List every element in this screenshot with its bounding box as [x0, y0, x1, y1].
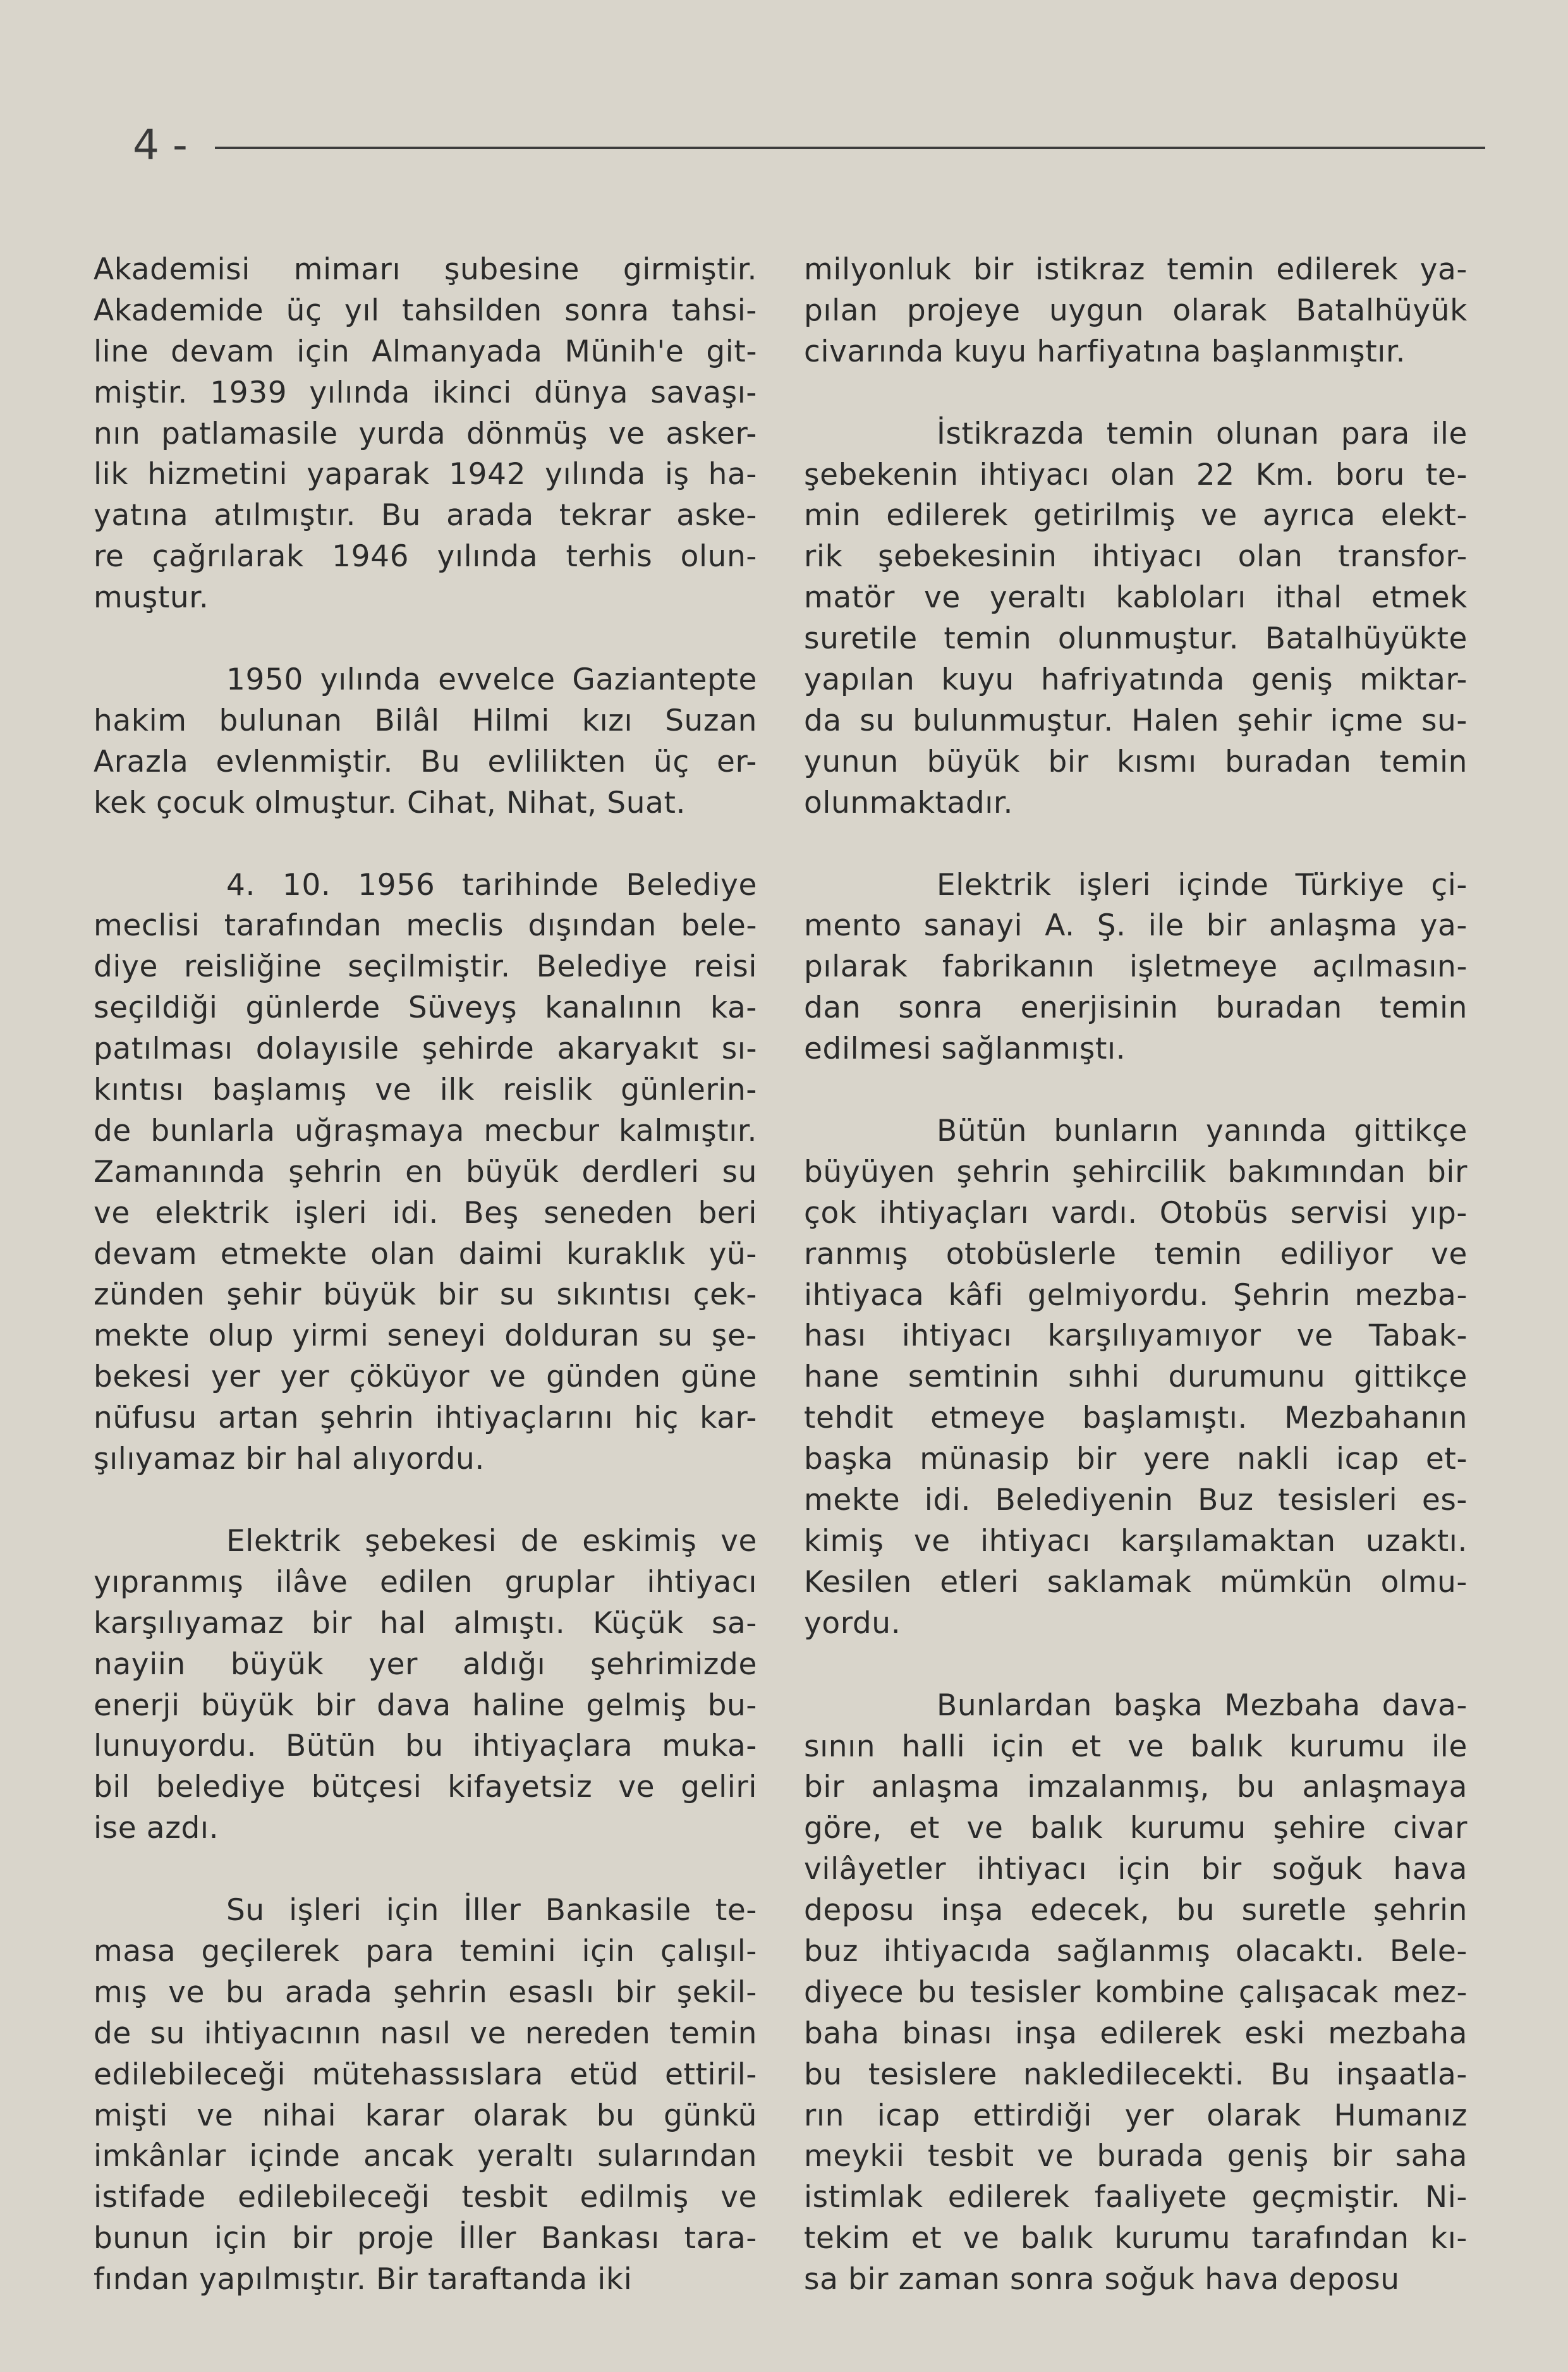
text-line: yapılan kuyu hafriyatında geniş miktar-	[804, 662, 1468, 698]
text-line: Elektrik işleri içinde Türkiye çi-	[937, 867, 1468, 903]
text-line: baha binası inşa edilerek eski mezbaha	[804, 2016, 1468, 2051]
text-line: zünden şehir büyük bir su sıkıntısı çek-	[94, 1277, 757, 1313]
text-line: sa bir zaman sonra soğuk hava deposu	[804, 2262, 1400, 2297]
text-line: yordu.	[804, 1605, 901, 1641]
text-line: lik hizmetini yaparak 1942 yılında iş ha-	[94, 457, 757, 492]
text-line: 1950 yılında evvelce Gaziantepte	[226, 662, 757, 698]
text-line: seçildiği günlerde Süveyş kanalının ka-	[94, 990, 757, 1026]
text-line: diyece bu tesisler kombine çalışacak mez-	[804, 1974, 1468, 2010]
right-column	[804, 250, 1468, 2342]
left-paragraph	[94, 1521, 757, 1849]
text-line: masa geçilerek para temini için çalışıl-	[94, 1933, 757, 1969]
page-header	[88, 120, 1492, 171]
text-line: nüfusu artan şehrin ihtiyaçlarını hiç kar-	[94, 1401, 757, 1436]
text-line: pılan projeye uygun olarak Batalhüyük	[804, 293, 1468, 328]
text-line: bekesi yer yer çöküyor ve günden güne	[94, 1359, 757, 1395]
text-line: line devam için Almanyada Münih'e git-	[94, 334, 757, 369]
text-line: sının halli için et ve balık kurumu ile	[804, 1729, 1468, 1764]
text-line: başka münasip bir yere nakli icap et-	[804, 1442, 1468, 1477]
text-line: patılması dolayısile şehirde akaryakıt sı-	[94, 1031, 757, 1067]
text-line: ve elektrik işleri idi. Beş seneden beri	[94, 1195, 757, 1231]
text-line: muştur.	[94, 580, 209, 616]
right-paragraph	[804, 865, 1468, 1070]
text-line: meykii tesbit ve burada geniş bir saha	[804, 2139, 1468, 2174]
text-line: bu tesislere nakledilecekti. Bu inşaatla-	[804, 2057, 1468, 2092]
text-line: mişti ve nihai karar olarak bu günkü	[94, 2098, 757, 2133]
text-line: kek çocuk olmuştur. Cihat, Nihat, Suat.	[94, 785, 686, 820]
text-line: devam etmekte olan daimi kuraklık yü-	[94, 1236, 757, 1272]
text-line: Akademisi mimarı şubesine girmiştir.	[94, 252, 757, 287]
left-paragraph	[94, 865, 757, 1480]
text-line: vilâyetler ihtiyacı için bir soğuk hava	[804, 1852, 1468, 1887]
text-line: da su bulunmuştur. Halen şehir içme su-	[804, 703, 1468, 738]
text-line: ihtiyaca kâfi gelmiyordu. Şehrin mezba-	[804, 1277, 1468, 1313]
text-line: dan sonra enerjisinin buradan temin	[804, 990, 1468, 1026]
text-line: hası ihtiyacı karşılıyamıyor ve Tabak-	[804, 1318, 1468, 1354]
right-paragraph	[804, 250, 1468, 373]
text-line: de bunlarla uğraşmaya mecbur kalmıştır.	[94, 1113, 757, 1148]
text-line: suretile temin olunmuştur. Batalhüyükte	[804, 621, 1468, 657]
text-line: rın icap ettirdiği yer olarak Humanız	[804, 2098, 1468, 2133]
text-line: fından yapılmıştır. Bir taraftanda iki	[94, 2262, 633, 2297]
text-line: şılıyamaz bir hal alıyordu.	[94, 1442, 485, 1477]
text-line: ise azdı.	[94, 1811, 219, 1846]
text-line: de su ihtiyacının nasıl ve nereden temin	[94, 2016, 757, 2051]
text-line: olunmaktadır.	[804, 785, 1014, 820]
text-line: tekim et ve balık kurumu tarafından kı-	[804, 2221, 1468, 2256]
text-line: Zamanında şehrin en büyük derdleri su	[94, 1154, 757, 1189]
text-line: Akademide üç yıl tahsilden sonra tahsi-	[94, 293, 757, 328]
text-line: diye reisliğine seçilmiştir. Belediye reisi	[94, 949, 757, 985]
text-line: kıntısı başlamış ve ilk reislik günlerin-	[94, 1073, 757, 1108]
text-line: mış ve bu arada şehrin esaslı bir şekil-	[94, 1974, 757, 2010]
left-paragraph	[94, 1890, 757, 2301]
text-line: kimiş ve ihtiyacı karşılamaktan uzaktı.	[804, 1523, 1468, 1559]
page-number: 4 -	[133, 121, 188, 169]
text-line: mento sanayi A. Ş. ile bir anlaşma ya-	[804, 908, 1468, 944]
text-line: Arazla evlenmiştir. Bu evlilikten üç er-	[94, 744, 757, 779]
text-line: şebekenin ihtiyacı olan 22 Km. boru te-	[804, 457, 1468, 492]
text-line: 4. 10. 1956 tarihinde Belediye	[226, 867, 757, 903]
text-line: yıpranmış ilâve edilen gruplar ihtiyacı	[94, 1564, 757, 1600]
text-line: matör ve yeraltı kabloları ithal etmek	[804, 580, 1468, 616]
text-line: edilmesi sağlanmıştı.	[804, 1031, 1126, 1067]
text-line: karşılıyamaz bir hal almıştı. Küçük sa-	[94, 1605, 757, 1641]
right-paragraph	[804, 1686, 1468, 2301]
text-line: enerji büyük bir dava haline gelmiş bu-	[94, 1688, 757, 1723]
text-line: istimlak edilerek faaliyete geçmiştir. Ni-	[804, 2180, 1468, 2215]
text-line: bunun için bir proje İller Bankası tara-	[94, 2221, 757, 2256]
left-column	[94, 250, 757, 2342]
text-line: tehdit etmeye başlamıştı. Mezbahanın	[804, 1401, 1468, 1436]
text-line: min edilerek getirilmiş ve ayrıca elekt-	[804, 498, 1468, 533]
text-line: mekte idi. Belediyenin Buz tesisleri es-	[804, 1483, 1468, 1518]
text-line: edilebileceği mütehassıslara etüd ettiril-	[94, 2057, 757, 2092]
text-line: rik şebekesinin ihtiyacı olan transfor-	[804, 539, 1468, 575]
text-line: re çağrılarak 1946 yılında terhis olun-	[94, 539, 757, 575]
text-line: bir anlaşma imzalanmış, bu anlaşmaya	[804, 1770, 1468, 1805]
text-line: istifade edilebileceği tesbit edilmiş ve	[94, 2180, 757, 2215]
text-line: civarında kuyu harfiyatına başlanmıştır.	[804, 334, 1406, 369]
text-line: milyonluk bir istikraz temin edilerek ya-	[804, 252, 1468, 287]
text-line: hakim bulunan Bilâl Hilmi kızı Suzan	[94, 703, 757, 738]
text-line: yatına atılmıştır. Bu arada tekrar aske-	[94, 498, 757, 533]
text-line: deposu inşa edecek, bu suretle şehrin	[804, 1893, 1468, 1928]
text-line: Bütün bunların yanında gittikçe	[937, 1114, 1468, 1149]
text-line: Elektrik şebekesi de eskimiş ve	[226, 1523, 757, 1559]
header-rule	[215, 147, 1485, 149]
text-line: ranmış otobüslerle temin ediliyor ve	[804, 1236, 1468, 1272]
text-line: İstikrazda temin olunan para ile	[937, 416, 1468, 451]
left-paragraph	[94, 250, 757, 619]
text-line: hane semtinin sıhhi durumunu gittikçe	[804, 1359, 1468, 1395]
right-paragraph	[804, 414, 1468, 824]
text-line: Bunlardan başka Mezbaha dava-	[937, 1688, 1468, 1723]
text-line: çok ihtiyaçları vardı. Otobüs servisi yıp-	[804, 1195, 1468, 1231]
text-line: Kesilen etleri saklamak mümkün olmu-	[804, 1564, 1468, 1600]
text-line: nın patlamasile yurda dönmüş ve asker-	[94, 416, 757, 451]
text-line: bil belediye bütçesi kifayetsiz ve geliri	[94, 1770, 757, 1805]
text-line: miştir. 1939 yılında ikinci dünya savaşı-	[94, 375, 757, 410]
text-line: meclisi tarafından meclis dışından bele-	[94, 908, 757, 944]
text-line: buz ihtiyacıda sağlanmış olacaktı. Bele-	[804, 1933, 1468, 1969]
text-line: Su işleri için İller Bankasile te-	[226, 1893, 757, 1928]
right-paragraph	[804, 1111, 1468, 1645]
text-line: lunuyordu. Bütün bu ihtiyaçlara muka-	[94, 1729, 757, 1764]
text-line: mekte olup yirmi seneyi dolduran su şe-	[94, 1318, 757, 1354]
text-line: nayiin büyük yer aldığı şehrimizde	[94, 1646, 757, 1682]
text-line: imkânlar içinde ancak yeraltı sularından	[94, 2139, 757, 2174]
text-line: göre, et ve balık kurumu şehire civar	[804, 1811, 1468, 1846]
text-line: yunun büyük bir kısmı buradan temin	[804, 744, 1468, 779]
left-paragraph	[94, 660, 757, 824]
text-line: büyüyen şehrin şehircilik bakımından bir	[804, 1154, 1468, 1189]
text-line: pılarak fabrikanın işletmeye açılmasın-	[804, 949, 1468, 985]
